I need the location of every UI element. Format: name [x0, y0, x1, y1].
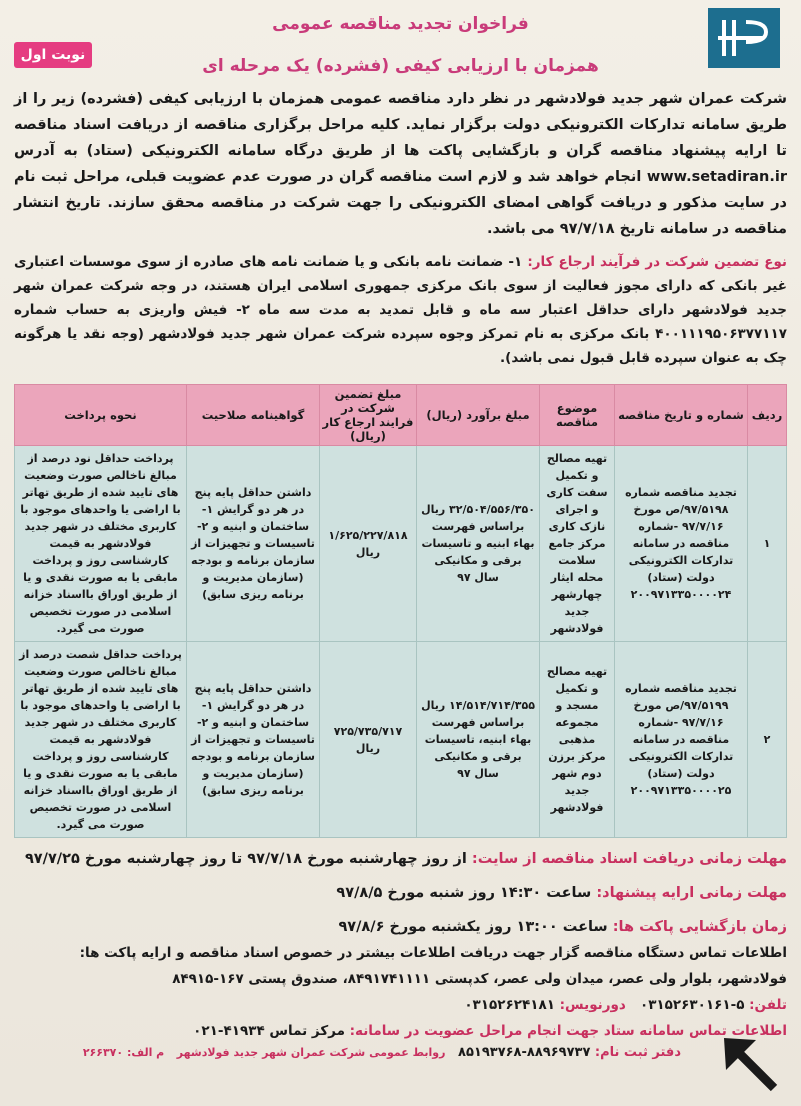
contact-address: فولادشهر، بلوار ولی عصر، میدان ولی عصر، کدپستی ۸۴۹۱۷۴۱۱۱۱، صندوق پستی ۱۶۷-۸۴۹۱۵: [172, 971, 787, 987]
company-logo: [708, 8, 780, 68]
row-index: ۲: [748, 642, 787, 838]
contact-intro: اطلاعات تماس دستگاه مناقصه گزار جهت دریافت اطلاعات بیشتر در خصوص اسناد مناقصه و ارایه پاکت ها:: [79, 945, 787, 961]
table-row: [15, 446, 787, 642]
header-certificate: گواهینامه صلاحیت: [187, 385, 320, 446]
offer-deadline-text: ساعت ۱۴:۳۰ روز شنبه مورخ ۹۷/۸/۵: [336, 885, 592, 901]
row-certificate: داشتن حداقل پایه پنج در هر دو گرایش ۱- ساختمان و ابنیه و ۲- تاسیسات و تجهیزات از سازمان برنامه و بودجه (سازمان مدیریت و برنامه ریزی سابق): [187, 446, 320, 642]
row-estimate: ۳۲/۵۰۴/۵۵۶/۳۵۰ ریال براساس فهرست بهاء ابنیه و تاسیسات برقی و مکانیکی سال ۹۷: [417, 446, 540, 642]
header-guarantee: مبلغ تضمین شرکت در فرایند ارجاع کار (ریال): [320, 385, 417, 446]
guarantee-paragraph: [14, 250, 787, 370]
ad-code: م الف: ۲۶۶۳۷۰: [82, 1046, 165, 1059]
offer-deadline-label: مهلت زمانی ارایه پیشنهاد:: [596, 885, 787, 901]
opening-time: [14, 914, 787, 940]
offer-deadline: [14, 880, 787, 906]
header-payment: نحوه پرداخت: [15, 385, 187, 446]
row-payment: پرداخت حداقل نود درصد از مبالغ ناخالص صورت وضعیت های تایید شده از طریق تهاتر با اراضی یا واحدهای موجود با کاربری مختلف در شهر جدید فولادشهر به قیمت کارشناسی روز و پرداخت مابقی یا به صورت نقدی و یا از طریق اوراق بااسناد خزانه اسلامی در صورت تخصیص صورت می گیرد.: [15, 446, 187, 642]
notice-round-badge: نوبت اول: [14, 42, 92, 68]
tenders-table: [14, 384, 787, 838]
fax-label: دورنویس:: [559, 997, 626, 1013]
row-estimate: ۱۴/۵۱۴/۷۱۴/۳۵۵ ریال براساس فهرست بهاء ابنیه، تاسیسات برقی و مکانیکی سال ۹۷: [417, 642, 540, 838]
docs-deadline-text: از روز چهارشنبه مورخ ۹۷/۷/۱۸ تا روز چهارشنبه مورخ ۹۷/۷/۲۵: [24, 851, 467, 867]
header-index: ردیف: [748, 385, 787, 446]
row-subject: تهیه مصالح و تکمیل مسجد و مجموعه مذهبی مرکز برزن دوم شهر جدید فولادشهر: [540, 642, 615, 838]
row-index: ۱: [748, 446, 787, 642]
office-phones: ۸۸۹۶۹۷۳۷-۸۵۱۹۳۷۶۸: [458, 1045, 591, 1060]
row-guarantee: ۷۲۵/۷۳۵/۷۱۷ ریال: [320, 642, 417, 838]
phone-number: ۵-۰۳۱۵۲۶۳۰۱۶۱: [639, 997, 745, 1013]
table-header-row: [15, 385, 787, 446]
opening-time-label: زمان بازگشایی پاکت ها:: [612, 919, 787, 935]
row-number: تجدید مناقصه شماره ۹۷/۵۱۹۸/ص مورخ ۹۷/۷/۱۶ -شماره مناقصه در سامانه تدارکات الکترونیکی دولت (ستاد) ۲۰۰۹۷۱۳۳۵۰۰۰۰۲۴: [615, 446, 748, 642]
row-number: تجدید مناقصه شماره ۹۷/۵۱۹۹/ص مورخ ۹۷/۷/۱۶ -شماره مناقصه در سامانه تدارکات الکترونیکی دولت (ستاد) ۲۰۰۹۷۱۳۳۵۰۰۰۰۲۵: [615, 642, 748, 838]
opening-time-text: ساعت ۱۳:۰۰ روز یکشنبه مورخ ۹۷/۸/۶: [338, 919, 608, 935]
header-subject: موضوع مناقصه: [540, 385, 615, 446]
logo-mark-icon: [708, 8, 780, 68]
setad-label: اطلاعات تماس سامانه ستاد جهت انجام مراحل عضویت در سامانه:: [349, 1023, 787, 1039]
row-certificate: داشتن حداقل پایه پنج در هر دو گرایش ۱- ساختمان و ابنیه و ۲- تاسیسات و تجهیزات از سازمان برنامه و بودجه (سازمان مدیریت و برنامه ریزی سابق): [187, 642, 320, 838]
intro-paragraph: شرکت عمران شهر جدید فولادشهر در نظر دارد مناقصه عمومی همزمان با ارزیابی کیفی (فشرده) زیر را از طریق سامانه تدارکات الکترونیکی دولت برگزار نماید. کلیه مراحل برگزاری مناقصه از دریافت اسناد مناقصه تا ارایه پیشنهاد مناقصه گران و بازگشایی پاکت ها از طریق درگاه سامانه الکترونیکی (ستاد) به آدرس www.setadiran.ir انجام خواهد شد و لازم است مناقصه گران در صورت عدم عضویت قبلی، مراحل ثبت نام در سایت مذکور و دریافت گواهی امضای الکترونیکی را جهت شرکت در مناقصه محقق سازند. تاریخ انتشار مناقصه در سامانه تاریخ ۹۷/۷/۱۸ می باشد.: [14, 91, 787, 237]
arrow-icon: [716, 1030, 782, 1096]
docs-deadline-label: مهلت زمانی دریافت اسناد مناقصه از سایت:: [471, 851, 787, 867]
header-estimate: مبلغ برآورد (ریال): [417, 385, 540, 446]
setad-contact: [14, 1018, 787, 1044]
guarantee-text: ۱- ضمانت نامه بانکی و یا ضمانت نامه های صادره از سوی موسسات اعتباری غیر بانکی که دارای مجوز فعالیت از سوی بانک مرکزی جمهوری اسلامی ایران هستند، در وجه شرکت عمران شهر جدید فولادشهر دارای حداقل اعتبار سه ماه و قابل تمدید به مدت سه ماه ۲- فیش واریزی به حساب شماره ۴۰۰۱۱۱۹۵۰۶۳۷۷۱۱۷ بانک مرکزی به نام تمرکز وجوه سپرده شرکت عمران شهر جدید فولادشهر (وجه نقد یا هرگونه چک به عنوان سپرده قابل قبول نمی باشد).: [14, 254, 787, 366]
phone-label: تلفن:: [749, 997, 787, 1013]
notice-subtitle: همزمان با ارزیابی کیفی (فشرده) یک مرحله ای: [202, 56, 599, 76]
row-payment: پرداخت حداقل شصت درصد از مبالغ ناخالص صورت وضعیت های تایید شده از طریق تهاتر با اراضی یا واحدهای موجود با کاربری مختلف در شهر جدید فولادشهر به قیمت کارشناسی روز و پرداخت مابقی یا به صورت نقدی و یا از طریق اوراق بااسناد خزانه اسلامی در صورت تخصیص صورت می گیرد.: [15, 642, 187, 838]
setad-text: مرکز تماس ۴۱۹۳۴-۰۲۱: [193, 1023, 345, 1039]
pr-text: روابط عمومی شرکت عمران شهر جدید فولادشهر: [176, 1046, 446, 1059]
contact-phones: [14, 992, 787, 1018]
office-label: دفتر ثبت نام:: [594, 1045, 681, 1060]
row-subject: تهیه مصالح و تکمیل سفت کاری و اجرای نازک کاری مرکز جامع سلامت محله ایثار چهارشهر جدید فولادشهر: [540, 446, 615, 642]
guarantee-label: نوع تضمین شرکت در فرآیند ارجاع کار:: [527, 254, 787, 270]
header-number: شماره و تاریخ مناقصه: [615, 385, 748, 446]
docs-deadline: [14, 846, 787, 872]
notice-title: فراخوان تجدید مناقصه عمومی: [272, 14, 529, 34]
fax-number: ۰۳۱۵۲۶۲۴۱۸۱: [464, 997, 555, 1013]
table-row: [15, 642, 787, 838]
row-guarantee: ۱/۶۲۵/۲۲۷/۸۱۸ ریال: [320, 446, 417, 642]
footer: [14, 1045, 681, 1060]
